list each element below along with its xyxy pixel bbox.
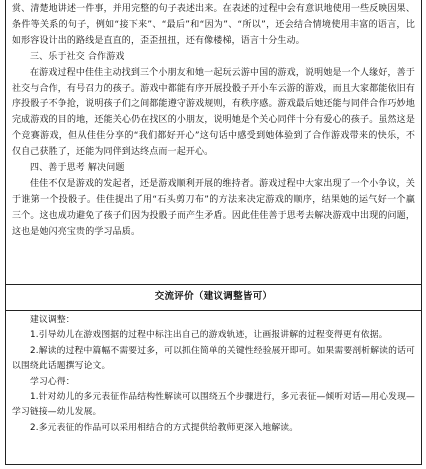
learning-item-1: 1.针对幼儿的多元表征作品结构性解读可以围绕五个步骤进行，多元表征—倾听对话—用心发现—学习链接—幼儿发展。 [12, 392, 415, 418]
paragraph-continuation: 赏、清楚地讲述一件事，并用完整的句子表述出来。在表述的过程中会有意识地使用一些反映因果、条件等关系的句子，例如“接下来”、“最后”和“因为”、“所以”，还会结合情境使用丰富的语言，比如形容设计出的路线是直直的，歪歪扭扭，还有像楼梯，语言十分生动。 [12, 4, 415, 46]
suggestion-heading: 建议调整： [30, 315, 75, 325]
section-heading-social: 三、乐于社交 合作游戏 [30, 51, 125, 62]
evaluation-header [6, 285, 421, 311]
learning-heading: 学习心得： [30, 376, 75, 387]
paragraph-social: 在游戏过程中佳佳主动找到三个小朋友和她一起玩云游中国的游戏，说明她是一个人缘好，善于社交与合作，有号召力的孩子。游戏中都能有序开展投骰子开小车云游的游戏，而且大家都能依旧有序投骰子不争抢，说明孩子们之间都能遵守游戏规则，有秩序感。游戏最后她还能与同伴合作巧妙地完成游戏的目的地，还能关心仍在找区的小朋友，说明她是个关心同伴十分有爱心的孩子。虽然这是个竞赛游戏，但从佳佳分享的“我们都好开心”这句话中感受到她体验到了合作游戏带来的快乐，不仅自己获胜了，还能为同伴到达终点而一起开心。 [12, 67, 415, 158]
suggestion-item-1: 1.引导幼儿在游戏图据的过程中标注出自己的游戏轨迹，让画报讲解的过程变得更有依据。 [30, 330, 388, 341]
section-heading-thinking: 四、善于思考 解决问题 [30, 163, 125, 174]
evaluation-title: 交流评价（建议调整皆可） [154, 291, 273, 302]
document-table [5, 0, 422, 465]
evaluation-cell [6, 311, 421, 465]
analysis-cell [6, 0, 421, 285]
learning-item-2: 2.多元表征的作品可以采用相结合的方式提供给教师更深入地解读。 [30, 422, 299, 433]
paragraph-thinking: 佳佳不仅是游戏的发起者，还是游戏顺利开展的维持者。游戏过程中大家出现了一个小争议，关于谁第一个投骰子。佳佳提出了用“石头剪刀布”的方法来决定游戏的顺序，结果她的运气好一个赢三个。这也成功避免了孩子们因为投骰子而产生矛盾。因此佳佳善于思考去解决游戏中出现的问题，这也是她闪亮宝贵的学习品质。 [12, 178, 415, 237]
suggestion-item-2: 2.解读的过程中篇幅不需要过多，可以抓住简单的关键性经验展开即可。如果需要剖析解读的话可以围绕此话题撰写论文。 [12, 345, 415, 372]
